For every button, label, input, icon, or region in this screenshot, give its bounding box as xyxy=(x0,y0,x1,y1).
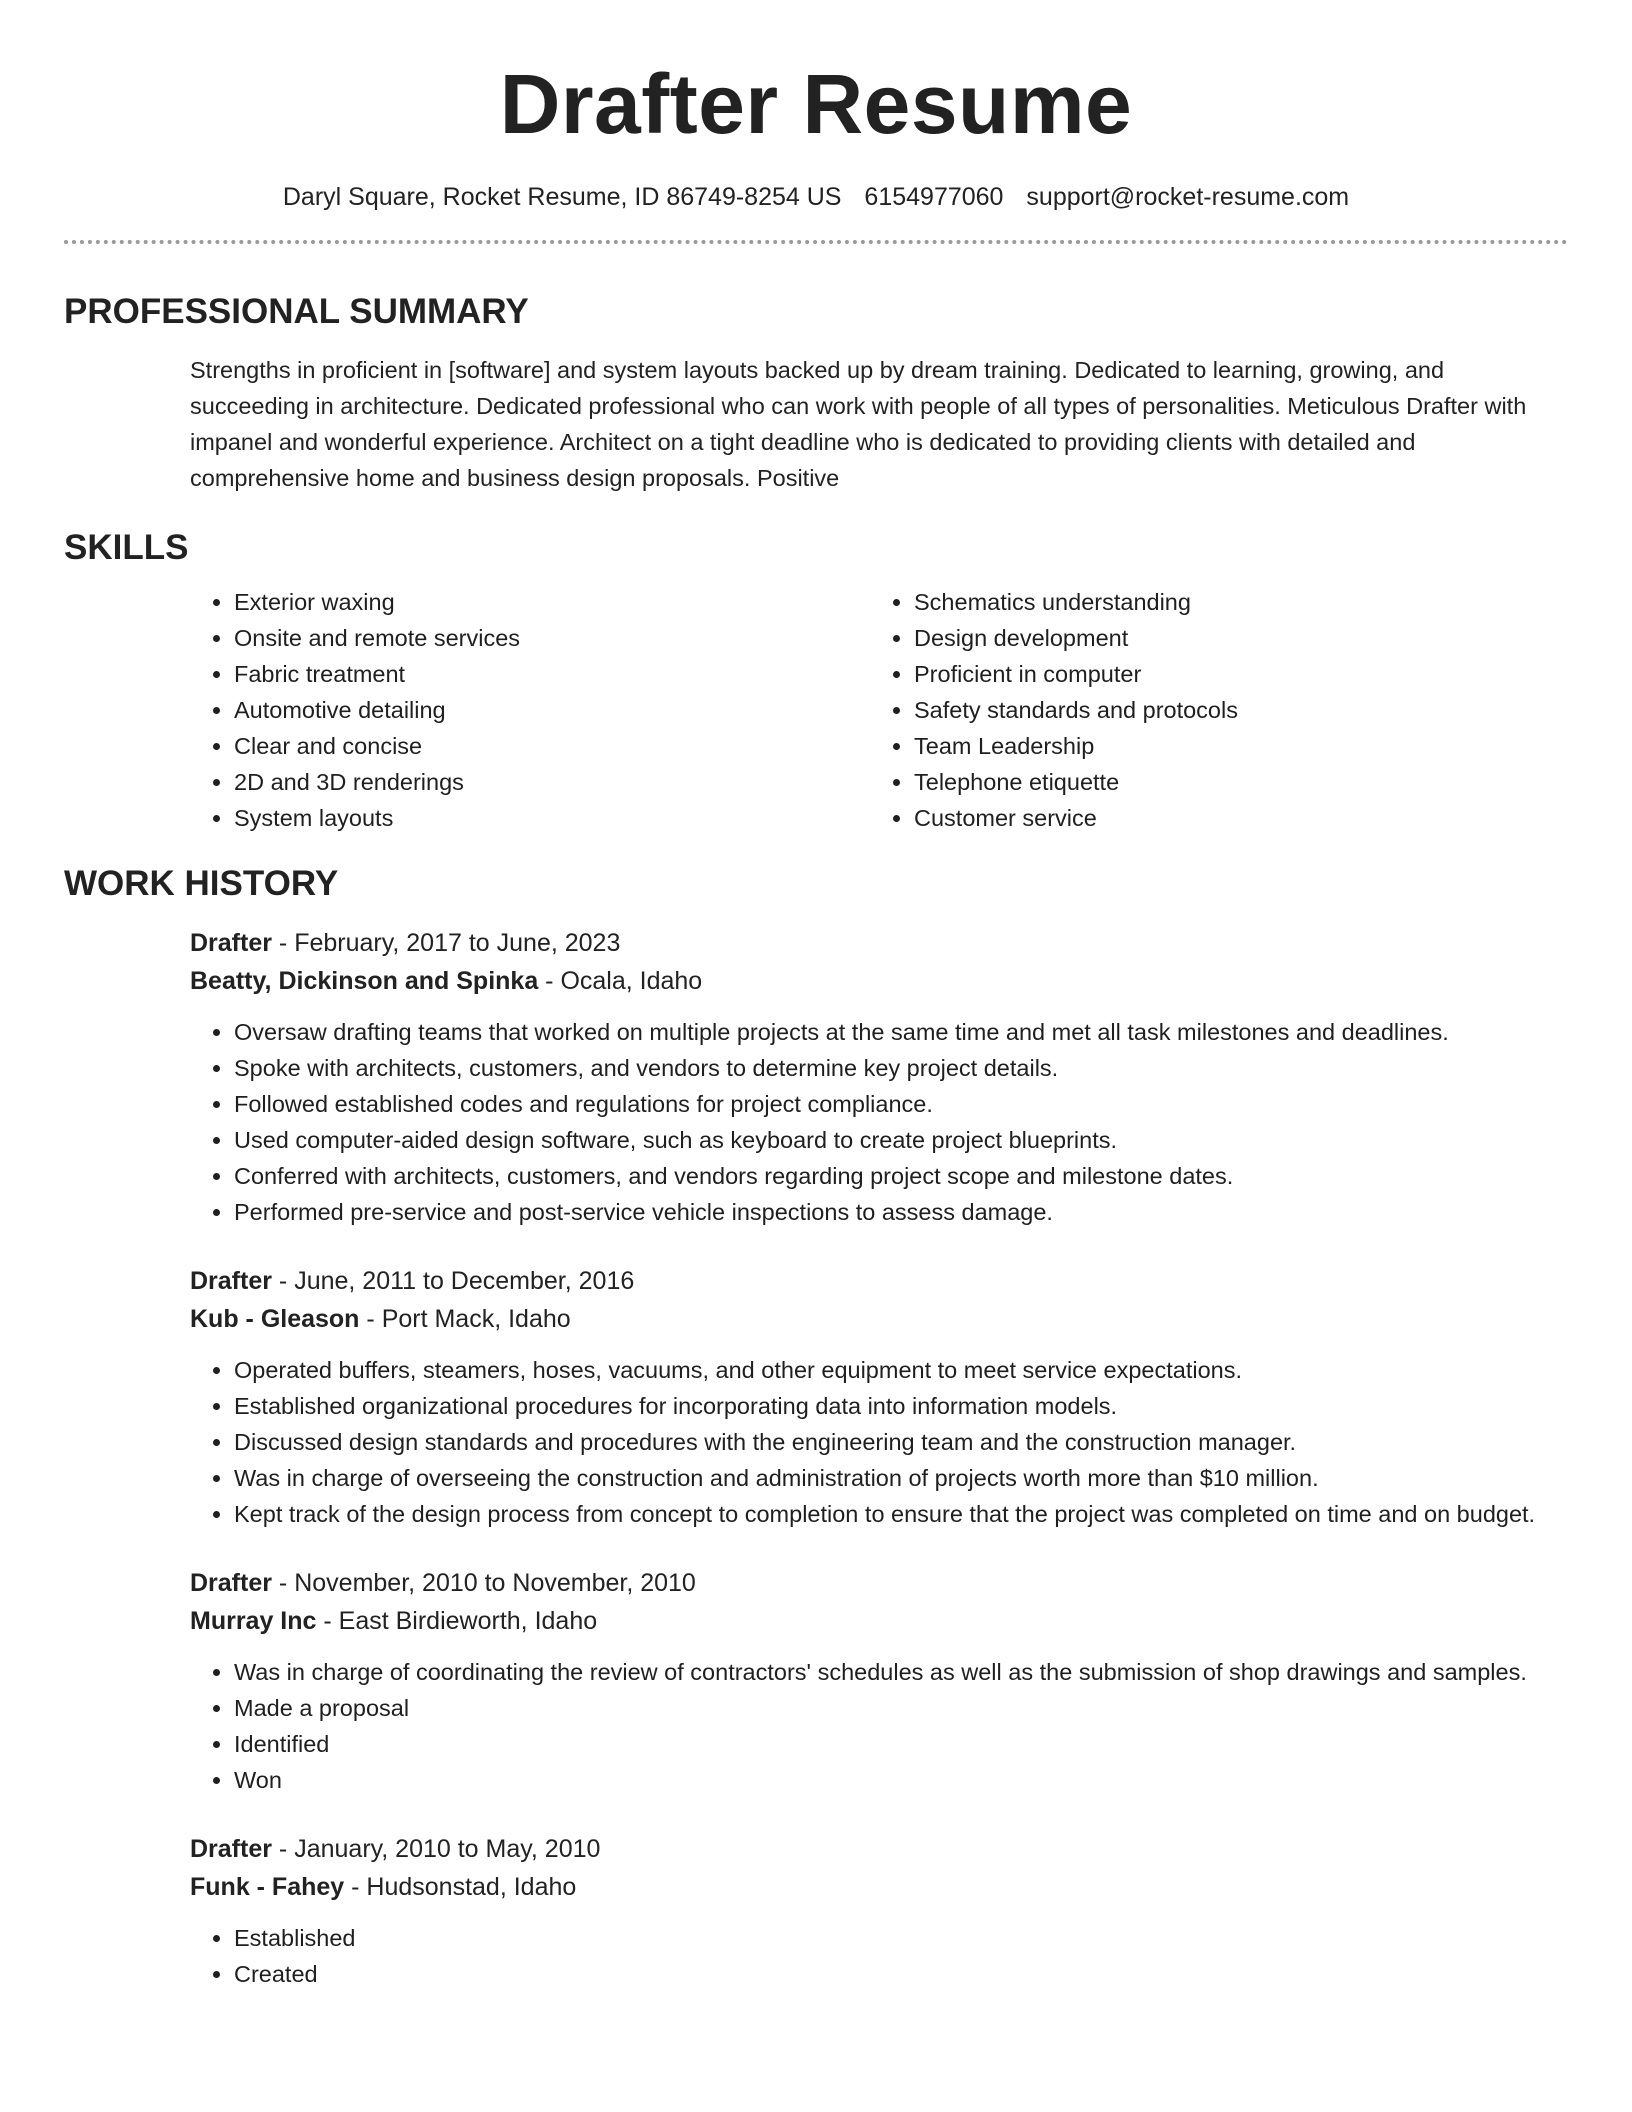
header-divider xyxy=(64,240,1568,244)
skill-item: • Customer service xyxy=(914,800,1550,836)
resume-page xyxy=(64,0,1568,1992)
skill-item: • Telephone etiquette xyxy=(914,764,1550,800)
job-bullets xyxy=(190,1920,1568,1992)
job-bullet: • Kept track of the design process from concept to completion to ensure that the project was completed on time and on budget. xyxy=(234,1496,1568,1532)
skill-item: • Design development xyxy=(914,620,1550,656)
resume-title: Drafter Resume xyxy=(499,57,1133,151)
job-bullet: • Made a proposal xyxy=(234,1690,1568,1726)
skill-item: • Fabric treatment xyxy=(234,656,870,692)
contact-address: Daryl Square, Rocket Resume, ID 86749-8254 US xyxy=(282,183,842,211)
contact-line xyxy=(64,180,1568,214)
job-dates: June, 2011 to December, 2016 xyxy=(294,1267,635,1295)
summary-heading: PROFESSIONAL SUMMARY xyxy=(64,292,529,331)
job-bullet: • Followed established codes and regulations for project compliance. xyxy=(234,1086,1568,1122)
job-company: Beatty, Dickinson and Spinka xyxy=(190,967,539,995)
job-company: Murray Inc xyxy=(190,1607,317,1635)
job-entry xyxy=(190,1830,1568,1992)
skills-list-left xyxy=(190,584,870,836)
skills-heading: SKILLS xyxy=(64,528,189,567)
job-dates: January, 2010 to May, 2010 xyxy=(294,1835,601,1863)
skill-item: • 2D and 3D renderings xyxy=(234,764,870,800)
skills-list-right xyxy=(870,584,1550,836)
job-company-line: Funk - Fahey - Hudsonstad, Idaho xyxy=(190,1873,577,1901)
summary-text: Strengths in proficient in [software] and system layouts backed up by dream training. Dedicated to learning, growing, and succeeding in architecture. Dedicated professional who can work with people of all types of personalities. Meticulous Drafter with impanel and wonderful experience. Architect on a tight deadline who is dedicated to providing clients with detailed and comprehensive home and business design proposals. Positive xyxy=(190,357,1527,491)
job-bullets xyxy=(190,1014,1568,1230)
job-title: Drafter xyxy=(190,1267,272,1295)
skill-item: • Team Leadership xyxy=(914,728,1550,764)
job-location: Port Mack, Idaho xyxy=(381,1305,571,1333)
skill-item: • Exterior waxing xyxy=(234,584,870,620)
skill-item: • System layouts xyxy=(234,800,870,836)
job-bullet: • Was in charge of overseeing the construction and administration of projects worth more than $10 million. xyxy=(234,1460,1568,1496)
job-bullet: • Conferred with architects, customers, and vendors regarding project scope and milestone dates. xyxy=(234,1158,1568,1194)
job-bullets xyxy=(190,1352,1568,1532)
job-title: Drafter xyxy=(190,929,272,957)
job-bullet: • Established xyxy=(234,1920,1568,1956)
job-dates: November, 2010 to November, 2010 xyxy=(294,1569,696,1597)
job-bullets xyxy=(190,1654,1568,1798)
skill-item: • Onsite and remote services xyxy=(234,620,870,656)
job-bullet: • Operated buffers, steamers, hoses, vacuums, and other equipment to meet service expectations. xyxy=(234,1352,1568,1388)
job-company-line: Murray Inc - East Birdieworth, Idaho xyxy=(190,1607,598,1635)
job-bullet: • Won xyxy=(234,1762,1568,1798)
skill-item: • Automotive detailing xyxy=(234,692,870,728)
job-title: Drafter xyxy=(190,1569,272,1597)
job-bullet: • Identified xyxy=(234,1726,1568,1762)
job-location: Ocala, Idaho xyxy=(560,967,703,995)
contact-email: support@rocket-resume.com xyxy=(1026,183,1350,211)
skill-item: • Schematics understanding xyxy=(914,584,1550,620)
job-entry xyxy=(190,1564,1568,1798)
job-company: Funk - Fahey xyxy=(190,1873,345,1901)
skill-item: • Clear and concise xyxy=(234,728,870,764)
job-title-line: Drafter - June, 2011 to December, 2016 xyxy=(190,1267,635,1295)
job-title: Drafter xyxy=(190,1835,272,1863)
job-title-line: Drafter - February, 2017 to June, 2023 xyxy=(190,929,621,957)
job-location: East Birdieworth, Idaho xyxy=(338,1607,598,1635)
job-bullet: • Spoke with architects, customers, and vendors to determine key project details. xyxy=(234,1050,1568,1086)
job-title-line: Drafter - January, 2010 to May, 2010 xyxy=(190,1835,601,1863)
job-bullet: • Discussed design standards and procedures with the engineering team and the construction manager. xyxy=(234,1424,1568,1460)
job-entry xyxy=(190,924,1568,1230)
contact-phone: 6154977060 xyxy=(864,183,1004,211)
work-heading: WORK HISTORY xyxy=(64,864,339,903)
job-bullet: • Created xyxy=(234,1956,1568,1992)
skill-item: • Safety standards and protocols xyxy=(914,692,1550,728)
job-bullet: • Oversaw drafting teams that worked on multiple projects at the same time and met all task milestones and deadlines. xyxy=(234,1014,1568,1050)
skills-grid xyxy=(190,584,1568,836)
job-bullet: • Performed pre-service and post-service vehicle inspections to assess damage. xyxy=(234,1194,1568,1230)
job-company: Kub - Gleason xyxy=(190,1305,360,1333)
job-location: Hudsonstad, Idaho xyxy=(366,1873,577,1901)
job-company-line: Kub - Gleason - Port Mack, Idaho xyxy=(190,1305,571,1333)
job-dates: February, 2017 to June, 2023 xyxy=(294,929,621,957)
job-bullet: • Was in charge of coordinating the review of contractors' schedules as well as the submission of shop drawings and samples. xyxy=(234,1654,1568,1690)
job-company-line: Beatty, Dickinson and Spinka - Ocala, Idaho xyxy=(190,967,703,995)
job-entry xyxy=(190,1262,1568,1532)
skill-item: • Proficient in computer xyxy=(914,656,1550,692)
job-bullet: • Used computer-aided design software, such as keyboard to create project blueprints. xyxy=(234,1122,1568,1158)
job-bullet: • Established organizational procedures for incorporating data into information models. xyxy=(234,1388,1568,1424)
job-title-line: Drafter - November, 2010 to November, 2010 xyxy=(190,1569,696,1597)
